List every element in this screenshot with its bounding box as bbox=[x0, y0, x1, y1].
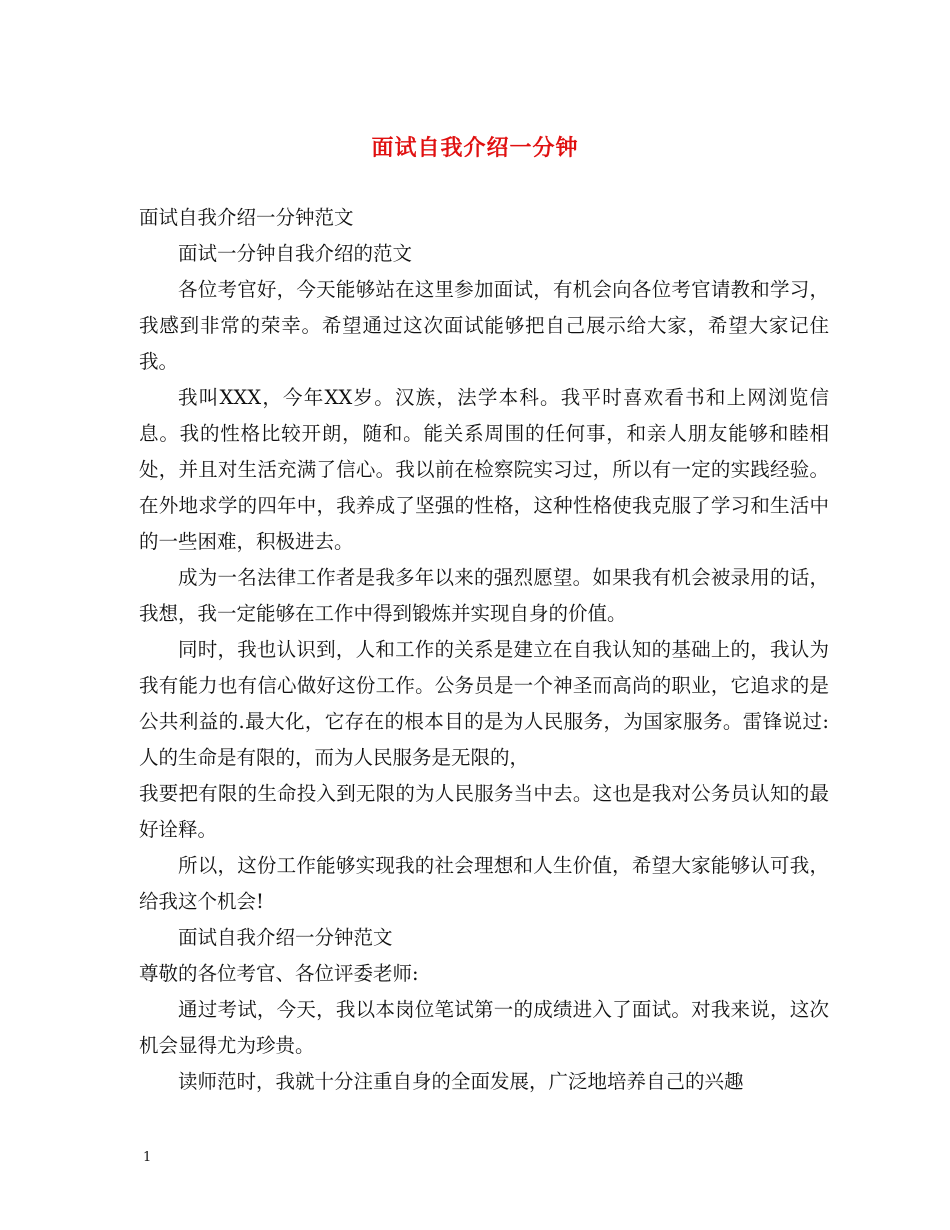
page-number: 1 bbox=[143, 1150, 152, 1165]
paragraph-12: 读师范时，我就十分注重自身的全面发展，广泛地培养自己的兴趣 bbox=[178, 1070, 744, 1093]
document-title: 面试自我介绍一分钟 bbox=[371, 135, 579, 161]
paragraph-5: 成为一名法律工作者是我多年以来的强烈愿望。如果我有机会被录用的话，我想，我一定能够在工作中得到锻炼并实现自身的价值。 bbox=[139, 566, 829, 625]
paragraph-3: 各位考官好，今天能够站在这里参加面试，有机会向各位考官请教和学习，我感到非常的荣幸。希望通过这次面试能够把自己展示给大家，希望大家记住我。 bbox=[139, 278, 829, 373]
paragraph-9: 面试自我介绍一分钟范文 bbox=[178, 926, 393, 949]
document-body bbox=[139, 200, 829, 1100]
paragraph-6: 同时，我也认识到，人和工作的关系是建立在自我认知的基础上的，我认为我有能力也有信心做好这份工作。公务员是一个神圣而高尚的职业，它追求的是公共利益的.最大化，它存在的根本目的是为人民服务，为国家服务。雷锋说过:人的生命是有限的，而为人民服务是无限的， bbox=[139, 638, 829, 769]
paragraph-4: 我叫XXX，今年XX岁。汉族，法学本科。我平时喜欢看书和上网浏览信息。我的性格比较开朗，随和。能关系周围的任何事，和亲人朋友能够和睦相处，并且对生活充满了信心。我以前在检察院实习过，所以有一定的实践经验。在外地求学的四年中，我养成了坚强的性格，这种性格使我克服了学习和生活中的一些困难，积极进去。 bbox=[139, 386, 829, 553]
paragraph-7: 我要把有限的生命投入到无限的为人民服务当中去。这也是我对公务员认知的最好诠释。 bbox=[139, 782, 829, 841]
paragraph-8: 所以，这份工作能够实现我的社会理想和人生价值，希望大家能够认可我，给我这个机会! bbox=[139, 854, 829, 913]
paragraph-11: 通过考试，今天，我以本岗位笔试第一的成绩进入了面试。对我来说，这次机会显得尤为珍贵。 bbox=[139, 998, 829, 1057]
paragraph-2: 面试一分钟自我介绍的范文 bbox=[178, 242, 413, 265]
paragraph-1: 面试自我介绍一分钟范文 bbox=[139, 206, 354, 229]
paragraph-10: 尊敬的各位考官、各位评委老师: bbox=[139, 962, 419, 985]
